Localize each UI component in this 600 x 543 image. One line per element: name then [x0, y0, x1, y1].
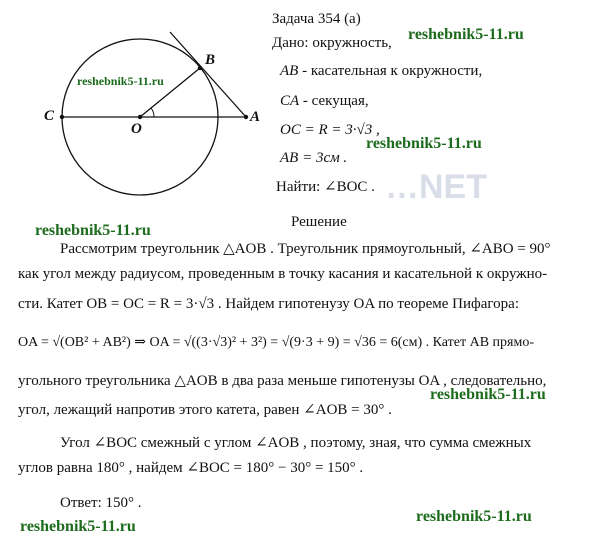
point-c [60, 115, 64, 119]
solution-line-2: как угол между радиусом, проведенным в точку касания и касательной к окружно- [18, 266, 548, 282]
watermark-bottom-right: reshebnik5-11.ru [416, 508, 532, 525]
given-circle: Дано: окружность, [272, 35, 392, 51]
given-ca-secant: CA - секущая, [280, 93, 369, 109]
watermark-faint: …NET [385, 168, 487, 206]
watermark-solution: reshebnik5-11.ru [35, 222, 151, 239]
point-a [244, 115, 248, 119]
label-o: O [131, 121, 142, 137]
tangent-ab [170, 32, 246, 117]
label-a: A [250, 109, 261, 125]
point-o [138, 115, 142, 119]
watermark-bottom-left: reshebnik5-11.ru [20, 518, 136, 535]
solution-line-7: Угол ∠BOC смежный с углом ∠AOB , поэтому, зная, что сумма смежных [60, 435, 532, 451]
watermark-given: reshebnik5-11.ru [366, 135, 482, 152]
task-title: Задача 354 (а) [272, 11, 361, 27]
given-ab: AB = 3см . [280, 150, 348, 166]
watermark-lower: reshebnik5-11.ru [430, 386, 546, 403]
given-ab-tangent-text: - касательная к окружности, [302, 63, 483, 79]
label-c: C [44, 108, 55, 124]
given-ca-secant-text: - секущая, [302, 93, 369, 109]
solution-line-4: OA = √(OB² + AB²) ⇒ OA = √((3·√3)² + 3²) = √(9·3 + 9) = √36 = 6(см) . Катет AB прямо- [18, 335, 534, 350]
point-b [198, 66, 202, 70]
solution-line-3: сти. Катет OB = OC = R = 3·√3 . Найдем гипотенузу OA по теореме Пифагора: [18, 296, 520, 312]
watermark-diagram: reshebnik5-11.ru [77, 74, 164, 88]
given-ab-tangent: AB - касательная к окружности, [280, 63, 483, 79]
angle-arc [151, 108, 154, 117]
solution-heading: Решение [291, 214, 347, 230]
watermark-top: reshebnik5-11.ru [408, 26, 524, 43]
label-b: B [205, 52, 216, 68]
solution-line-8: углов равна 180° , найдем ∠BOC = 180° − 30° = 150° . [18, 460, 364, 476]
solution-line-6: угол, лежащий напротив этого катета, равен ∠AOB = 30° . [18, 402, 392, 418]
find-angle: Найти: ∠BOC . [276, 179, 375, 195]
given-oc: OC = R = 3·√3 , [280, 122, 380, 138]
answer: Ответ: 150° . [60, 495, 142, 511]
solution-line-5: угольного треугольника △AOB в два раза меньше гипотенузы OA , следовательно, [18, 373, 547, 389]
solution-line-1: Рассмотрим треугольник △AOB . Треугольник прямоугольный, ∠ABO = 90° [60, 241, 551, 257]
